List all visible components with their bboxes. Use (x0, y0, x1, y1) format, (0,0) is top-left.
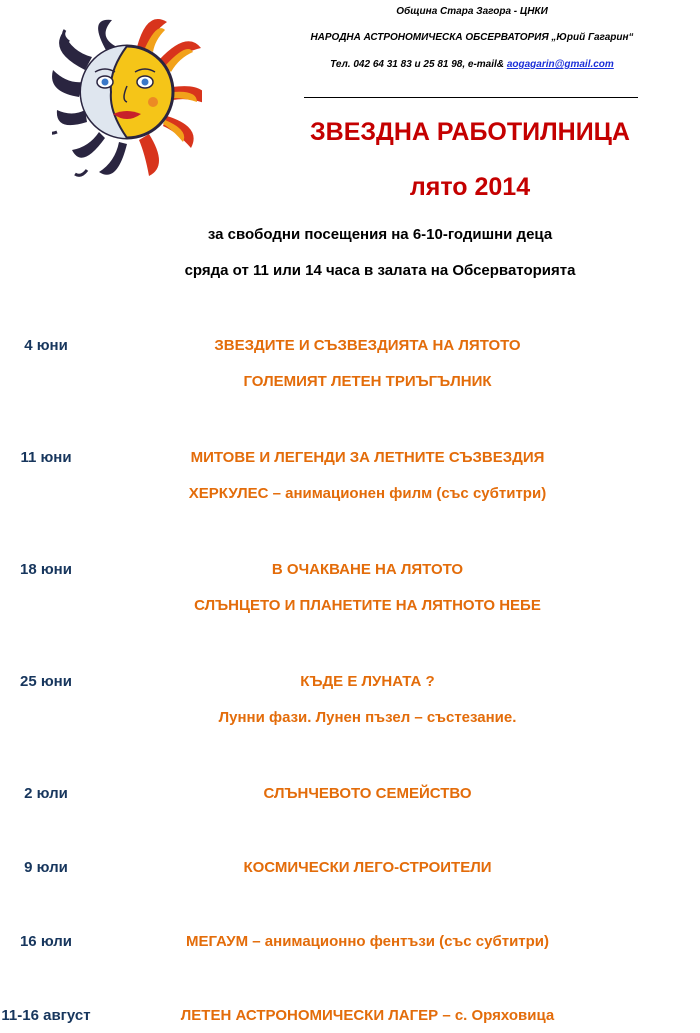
event-date: 18 юни (20, 561, 72, 578)
event-date: 11 юни (20, 449, 72, 466)
season-title: лято 2014 (409, 173, 531, 201)
event-subtopic: ХЕРКУЛЕС – анимационен филм (със субтитри) (188, 485, 547, 502)
audience-subtitle: за свободни посещения на 6-10-годишни деца (207, 226, 553, 243)
event-date: 2 юли (24, 785, 68, 802)
event-date: 11-16 август (1, 1007, 91, 1024)
event-topic: МИТОВЕ И ЛЕГЕНДИ ЗА ЛЕТНИТЕ СЪЗВЕЗДИЯ (190, 449, 545, 466)
event-date: 25 юни (20, 673, 72, 690)
contact-line (300, 59, 644, 70)
event-topic: МЕГАУМ – анимационно фентъзи (със субтитри) (185, 933, 550, 950)
event-date: 4 юни (24, 337, 68, 354)
event-topic: ЛЕТЕН АСТРОНОМИЧЕСКИ ЛАГЕР – с. Оряховица (180, 1007, 555, 1024)
sun-moon-logo-icon (52, 14, 202, 189)
event-topic: КЪДЕ Е ЛУНАТА ? (300, 673, 435, 690)
event-subtopic: Лунни фази. Лунен пъзел – състезание. (218, 709, 517, 726)
event-topic: В ОЧАКВАНЕ НА ЛЯТОТО (271, 561, 464, 578)
event-date: 9 юли (24, 859, 68, 876)
schedule-subtitle: сряда от 11 или 14 часа в залата на Обсерваторията (184, 262, 576, 279)
header-divider (304, 97, 638, 98)
municipality-line: Община Стара Загора - ЦНКИ (396, 6, 548, 17)
observatory-name: НАРОДНА АСТРОНОМИЧЕСКА ОБСЕРВАТОРИЯ „Юрий Гагарин“ (310, 32, 634, 43)
event-topic: КОСМИЧЕСКИ ЛЕГО-СТРОИТЕЛИ (243, 859, 492, 876)
page-title: ЗВЕЗДНА РАБОТИЛНИЦА (310, 118, 630, 146)
event-date: 16 юли (19, 933, 73, 950)
phone-text: Тел. 042 64 31 83 и 25 81 98, e-mail& (330, 59, 507, 70)
email-link[interactable]: aogagarin@gmail.com (506, 59, 614, 70)
event-topic: СЛЪНЧЕВОТО СЕМЕЙСТВО (263, 785, 472, 802)
event-topic: ЗВЕЗДИТЕ И СЪЗВЕЗДИЯТА НА ЛЯТОТО (214, 337, 521, 354)
event-subtopic: СЛЪНЦЕТО И ПЛАНЕТИТЕ НА ЛЯТНОТО НЕБЕ (194, 597, 541, 614)
event-subtopic: ГОЛЕМИЯТ ЛЕТЕН ТРИЪГЪЛНИК (243, 373, 492, 390)
